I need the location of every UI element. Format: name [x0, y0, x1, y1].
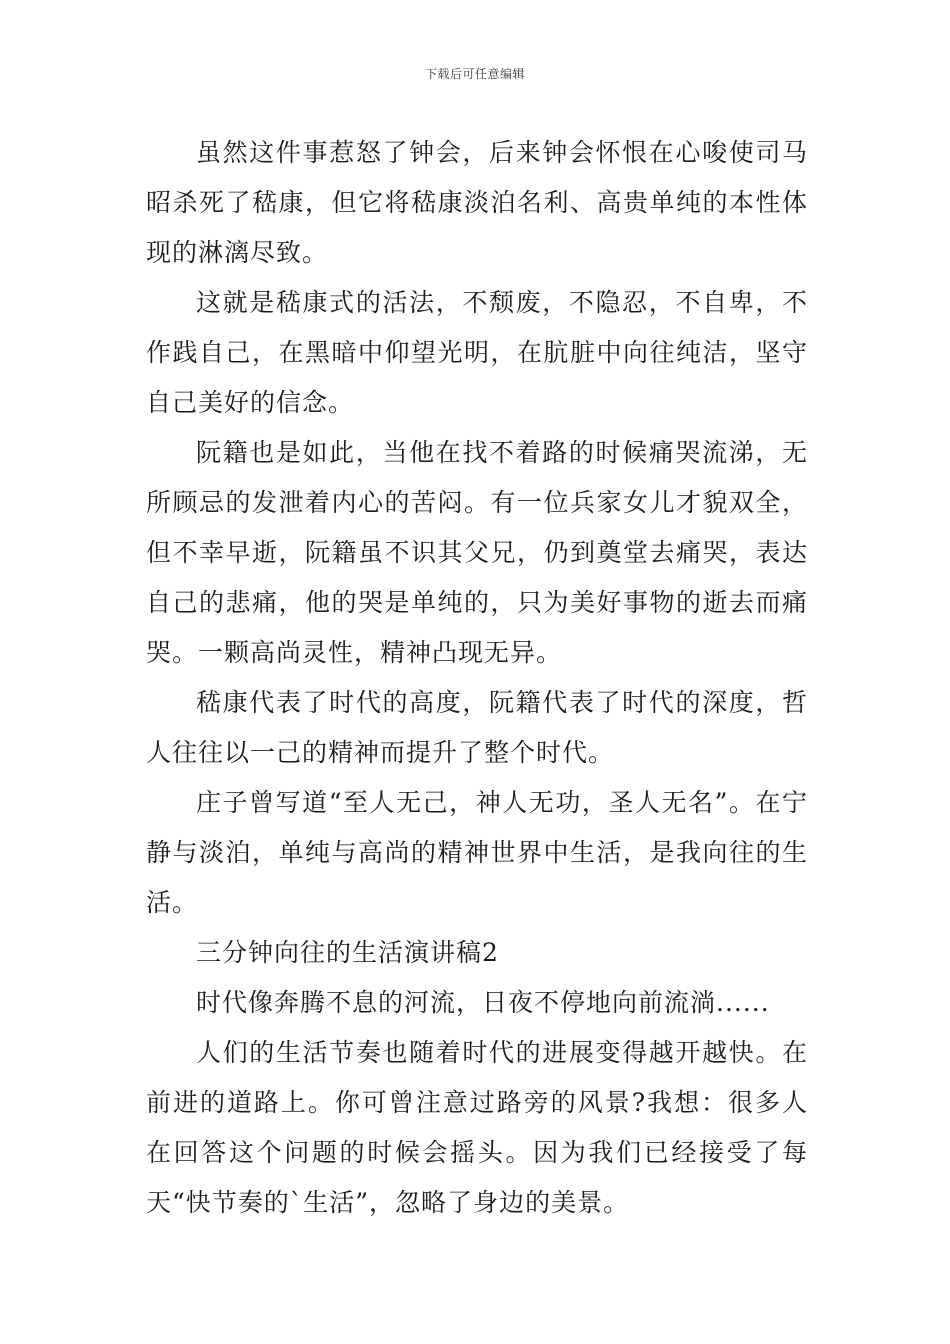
- paragraph: 庄子曾写道“至人无己，神人无功，圣人无名”。在宁静与淡泊，单纯与高尚的精神世界中生活，是我向往的生活。: [146, 788, 808, 917]
- page-header: 下载后可任意编辑: [424, 67, 525, 81]
- paragraph: 人们的生活节奏也随着时代的进展变得越开越快。在前进的道路上。你可曾注意过路旁的风景?我想：很多人在回答这个问题的时候会摇头。因为我们已经接受了每天“快节奏的`生活”，忽略了身边的美景。: [146, 1038, 808, 1217]
- paragraph: 虽然这件事惹怒了钟会，后来钟会怀恨在心唆使司马昭杀死了嵇康，但它将嵇康淡泊名利、高贵单纯的本性体现的淋漓尽致。: [146, 138, 808, 267]
- paragraph: 时代像奔腾不息的河流，日夜不停地向前流淌......: [196, 988, 770, 1017]
- section-heading: 三分钟向往的生活演讲稿2: [196, 938, 499, 967]
- paragraph: 阮籍也是如此，当他在找不着路的时候痛哭流涕，无所顾忌的发泄着内心的苦闷。有一位兵家女儿才貌双全，但不幸早逝，阮籍虽不识其父兄，仍到奠堂去痛哭，表达自己的悲痛，他的哭是单纯的，只为美好事物的逝去而痛哭。一颗高尚灵性，精神凸现无异。: [146, 438, 808, 667]
- document-body: [146, 128, 808, 1228]
- paragraph: 这就是嵇康式的活法，不颓废，不隐忍，不自卑，不作践自己，在黑暗中仰望光明，在肮脏中向往纯洁，坚守自己美好的信念。: [146, 288, 808, 417]
- paragraph: 嵇康代表了时代的高度，阮籍代表了时代的深度，哲人往往以一己的精神而提升了整个时代。: [146, 688, 808, 767]
